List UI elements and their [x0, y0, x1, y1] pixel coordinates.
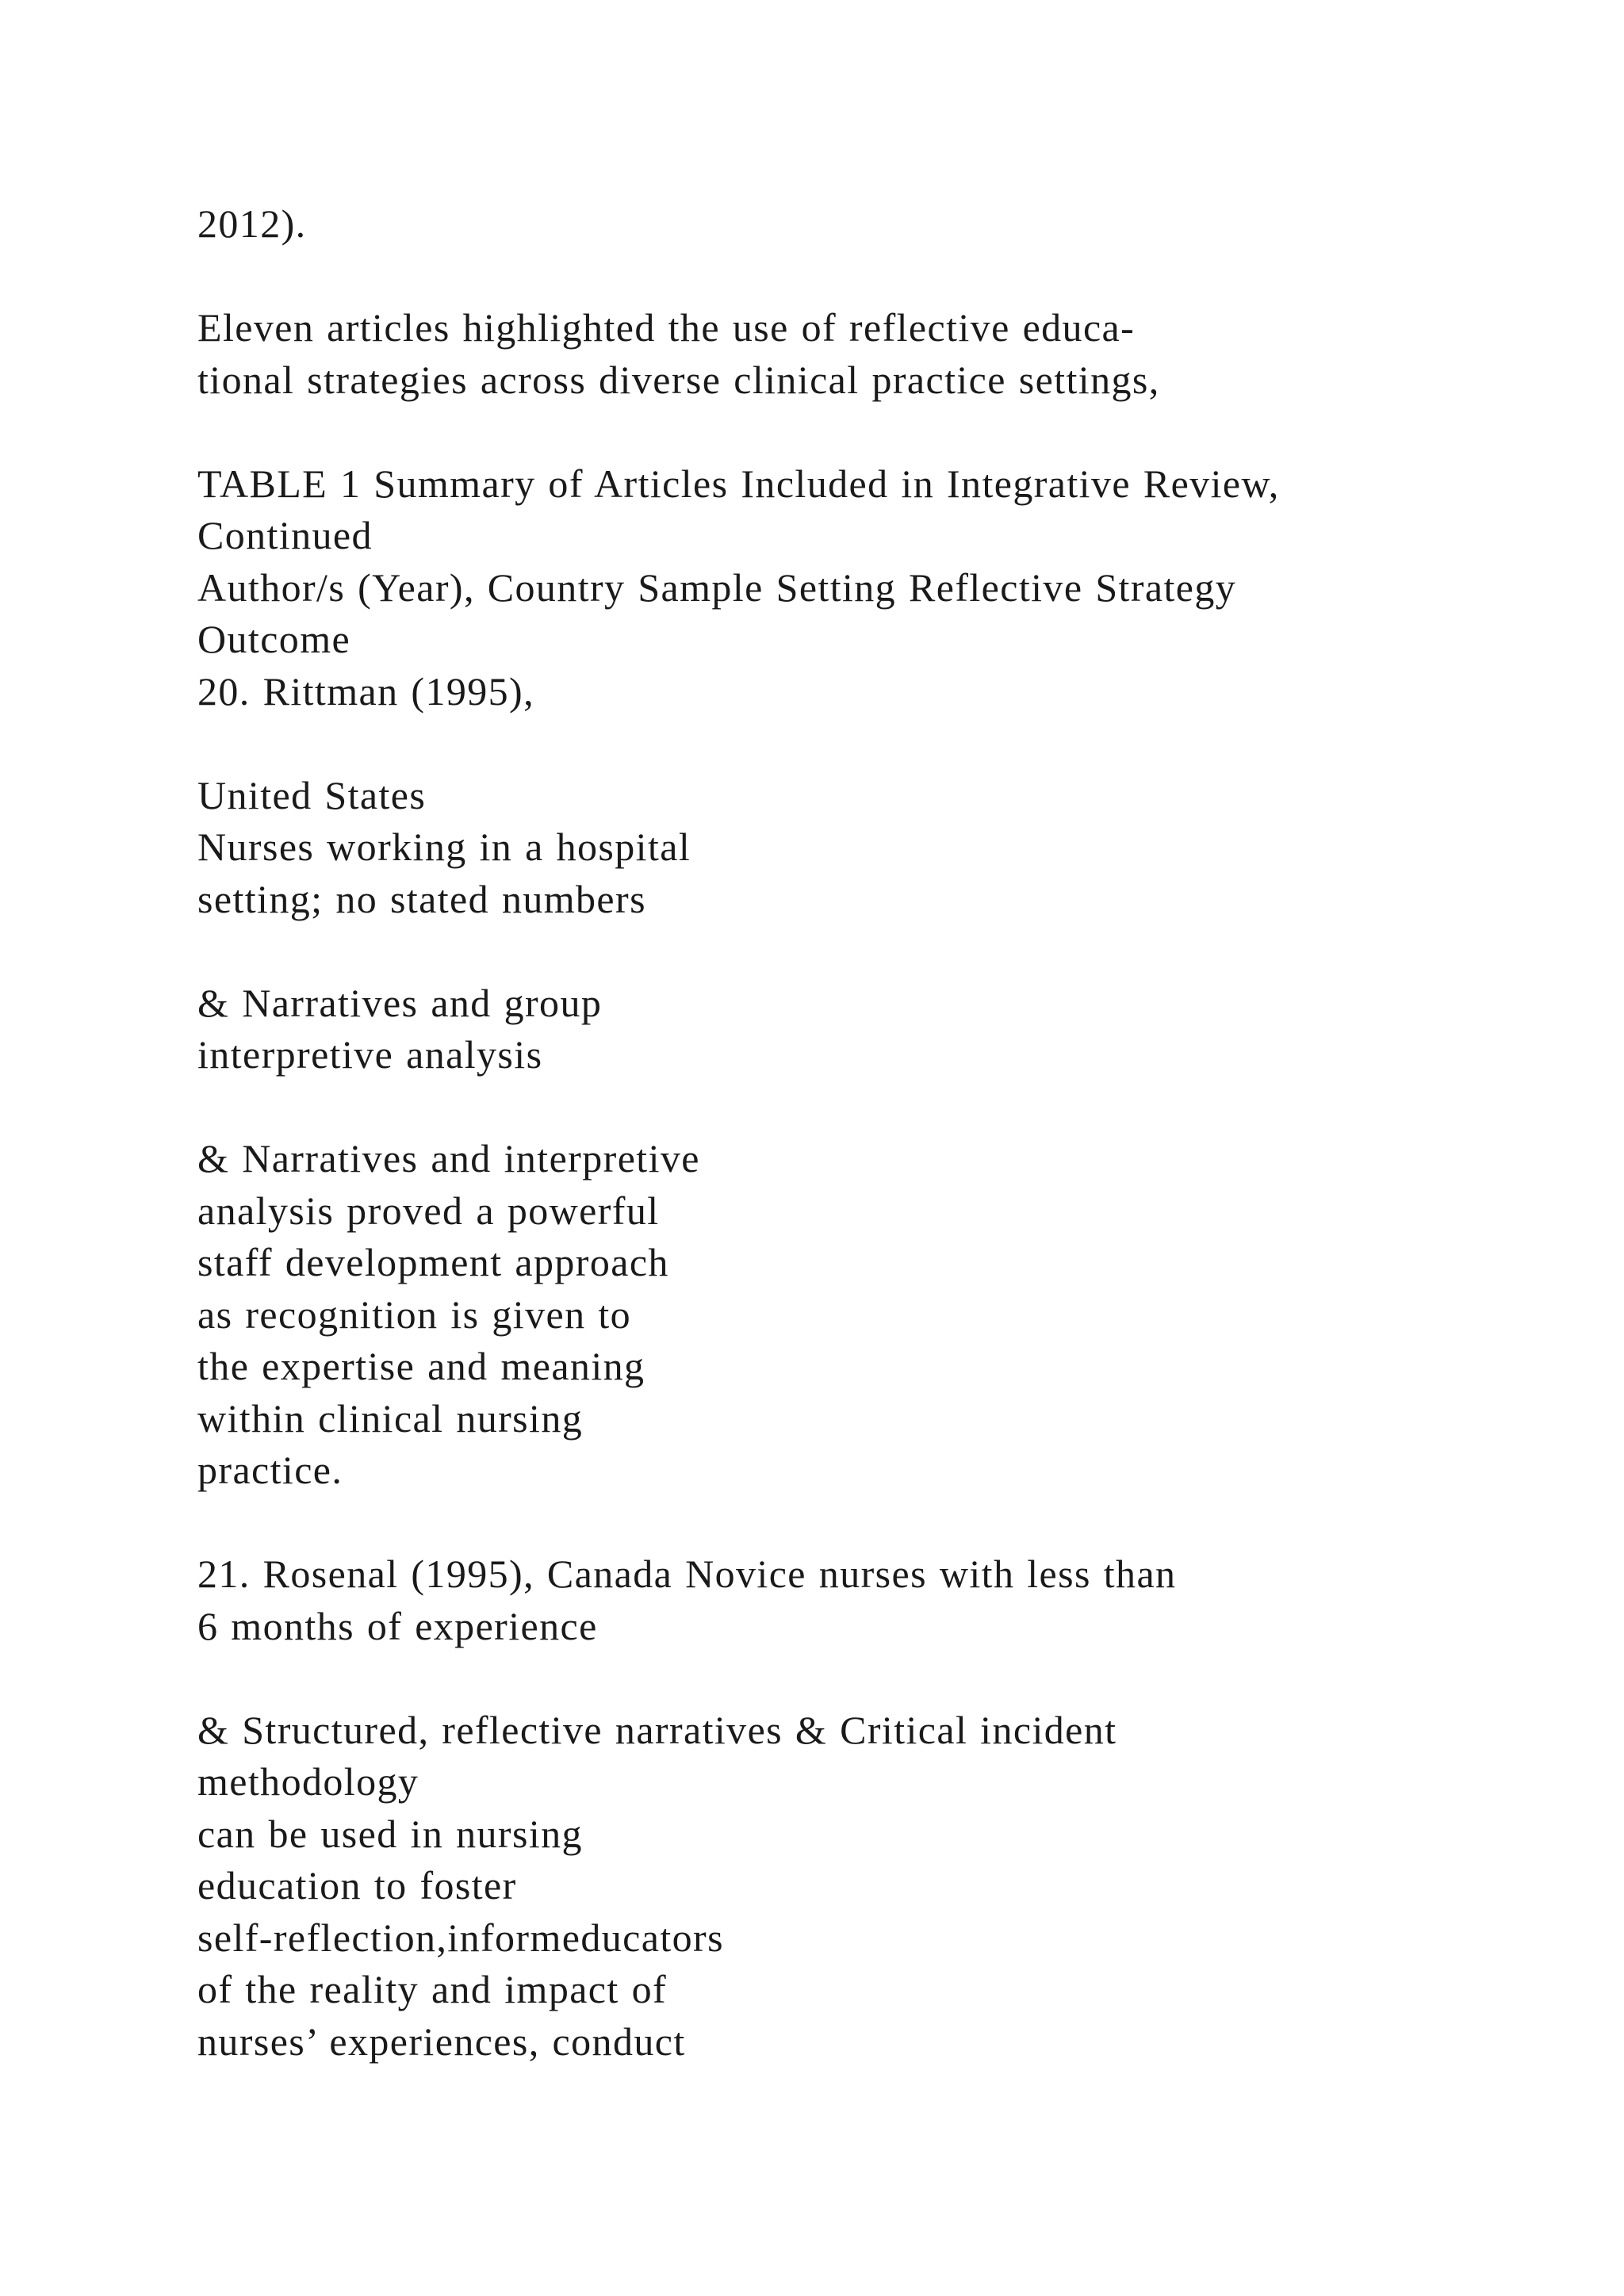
table-row-outcome: self-reflection,informeducators [197, 1915, 724, 1960]
table-row-country: United States [197, 772, 427, 817]
text-line: Eleven articles highlighted the use of reflective educa- [197, 305, 1136, 350]
document-body [197, 198, 1545, 2068]
table-row-outcome: analysis proved a powerful [197, 1188, 660, 1233]
table-row-outcome: of the reality and impact of [197, 1967, 668, 2011]
table-row-author: 21. Rosenal (1995), Canada Novice nurses with less than [197, 1552, 1177, 1596]
blank-line [197, 1652, 1545, 1705]
table-row-outcome: education to foster [197, 1863, 517, 1908]
table-row-strategy: & Narratives and group [197, 980, 603, 1025]
table-row-sample: Nurses working in a hospital [197, 825, 691, 869]
table-row-outcome: within clinical nursing [197, 1395, 584, 1441]
table-row-outcome: the expertise and meaning [197, 1344, 645, 1388]
blank-line [197, 406, 1545, 458]
table-row-sample: setting; no stated numbers [197, 876, 646, 921]
blank-line [197, 251, 1545, 303]
table-row-outcome: can be used in nursing [197, 1811, 583, 1856]
blank-line [197, 1081, 1545, 1134]
table-caption: TABLE 1 Summary of Articles Included in Integrative Review, [197, 461, 1280, 506]
table-row-sample: 6 months of experience [197, 1603, 598, 1648]
table-row-author: 20. Rittman (1995), [197, 668, 535, 714]
blank-line [197, 1497, 1545, 1549]
table-row-outcome: nurses’ experiences, conduct [197, 2019, 686, 2064]
blank-line [197, 718, 1545, 770]
text-line: 2012). [197, 201, 307, 246]
table-caption-continued: Continued [197, 513, 373, 557]
table-row-outcome: as recognition is given to [197, 1292, 632, 1337]
table-header: Author/s (Year), Country Sample Setting Reflective Strategy [197, 564, 1237, 610]
table-row-strategy: interpretive analysis [197, 1032, 543, 1077]
table-row-outcome: & Narratives and interpretive [197, 1136, 700, 1181]
blank-line [197, 925, 1545, 978]
table-row-outcome: staff development approach [197, 1240, 669, 1284]
table-header: Outcome [197, 617, 351, 661]
table-row-strategy: methodology [197, 1759, 419, 1804]
text-line: tional strategies across diverse clinical practice settings, [197, 357, 1160, 402]
table-row-strategy: & Structured, reflective narratives & Critical incident [197, 1707, 1117, 1752]
table-row-outcome: practice. [197, 1448, 343, 1492]
